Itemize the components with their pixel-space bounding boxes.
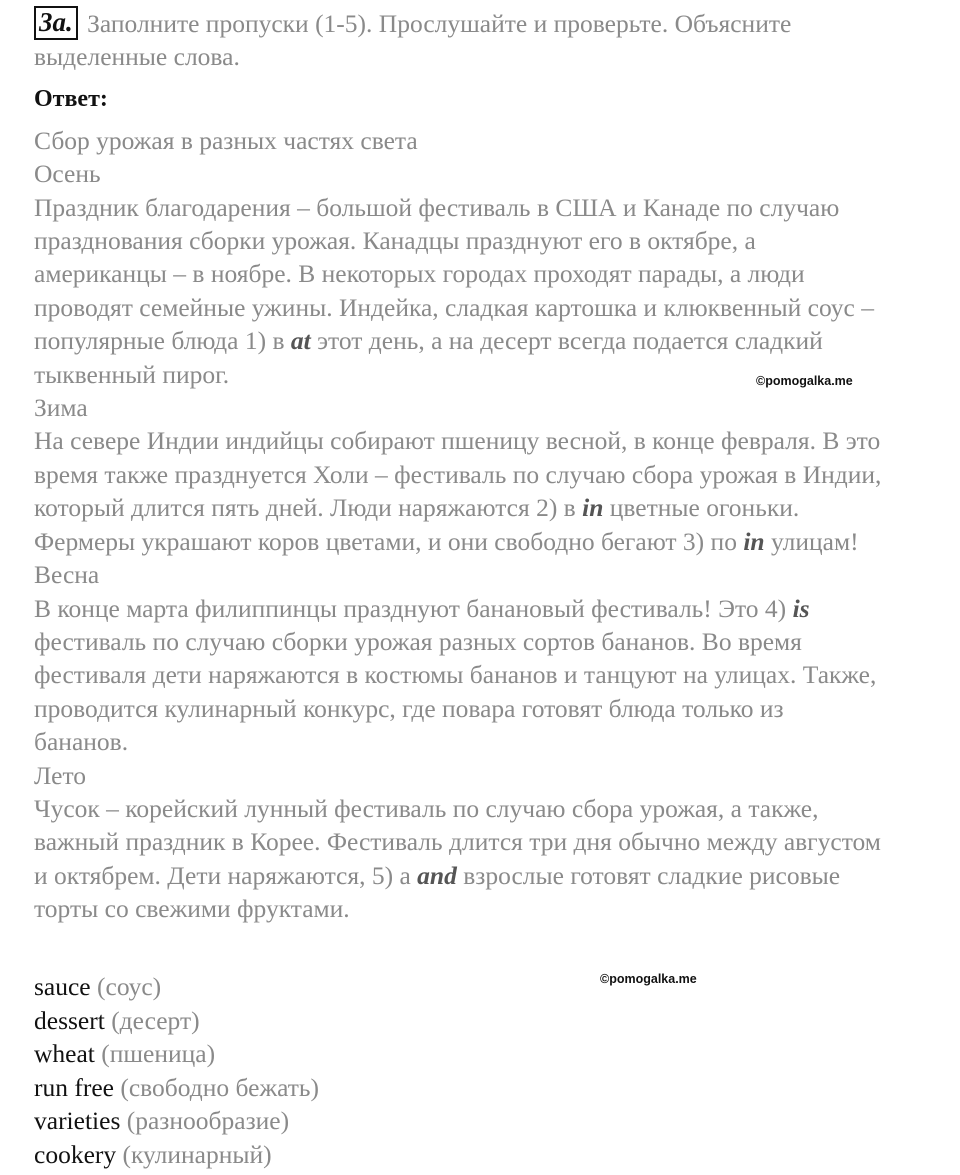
vocab-item [34,970,319,1004]
paragraph-line: торты со свежими фруктами. [34,894,350,924]
paragraph-line [34,859,934,892]
text-fragment: цветные огоньки. [603,493,800,523]
vocab-word: run free [34,1072,114,1102]
text-fragment: В конце марта филиппинцы празднуют банановый фестиваль! Это 4) [34,593,793,623]
paragraph-line [34,491,934,524]
instruction-text: Заполните пропуски (1-5). Прослушайте и проверьте. Объясните [87,9,792,38]
paragraph-line [34,525,934,558]
vocab-item [34,1004,319,1038]
task-instruction [34,6,934,40]
vocab-item [34,1138,319,1172]
paragraph-line [34,324,934,357]
paragraph-line: тыквенный пирог. [34,359,230,389]
vocab-item [34,1037,319,1071]
section-heading-winter: Зима [34,393,88,423]
vocab-word: varieties [34,1106,121,1136]
vocab-item [34,1104,319,1138]
gap-answer-5: and [417,860,457,890]
vocab-translation: (соус) [97,972,162,1001]
text-fragment: и октябрем. Дети наряжаются, 5) а [34,860,418,890]
vocab-word: wheat [34,1039,95,1069]
vocab-word: dessert [34,1005,105,1035]
paragraph-line: празднования сборки урожая. Канадцы празднуют его в октябре, а [34,226,756,256]
section-heading-summer: Лето [34,760,86,790]
text-fragment: популярные блюда 1) в [34,326,291,356]
watermark: ©pomogalka.me [756,374,853,388]
text-fragment: этот день, а на десерт всегда подается сладкий [310,326,823,356]
paragraph-line: проводят семейные ужины. Индейка, сладкая картошка и клюквенный соус – [34,292,874,322]
paragraph-line: фестиваля дети наряжаются в костюмы бананов и танцуют на улицах. Также, [34,660,877,690]
paragraph-line: На севере Индии индийцы собирают пшеницу весной, в конце февраля. В это [34,426,881,456]
exercise-page [34,6,934,926]
paragraph-line: время также празднуется Холи – фестиваль по случаю сбора урожая в Индии, [34,459,882,489]
vocab-translation: (пшеница) [101,1039,216,1069]
gap-answer-2: in [582,493,604,523]
paragraph-line: фестиваль по случаю сборки урожая разных сортов бананов. Во время [34,626,802,656]
vocab-word: cookery [34,1139,117,1169]
vocab-item [34,1071,319,1105]
gap-answer-4: is [792,593,810,623]
answer-label: Ответ: [34,85,108,112]
text-title: Сбор урожая в разных частях света [34,125,418,155]
paragraph-line: важный праздник в Корее. Фестиваль длится три дня обычно между августом [34,827,881,857]
instruction-text-cont: выделенные слова. [34,42,240,72]
paragraph-line: Праздник благодарения – большой фестиваль в США и Канаде по случаю [34,192,840,222]
task-number: 3a. [34,6,78,40]
text-fragment: взрослые готовят сладкие рисовые [456,860,841,890]
gap-answer-3: in [743,526,765,556]
vocab-translation: (кулинарный) [122,1139,272,1169]
vocab-translation: (свободно бежать) [120,1072,320,1102]
paragraph-line: Чусок – корейский лунный фестиваль по случаю сбора урожая, а также, [34,793,819,823]
section-heading-spring: Весна [34,560,100,590]
text-fragment: Фермеры украшают коров цветами, и они свободно бегают 3) по [34,526,744,556]
paragraph-line: американцы – в ноябре. В некоторых городах проходят парады, а люди [34,259,805,289]
text-fragment: который длится пять дней. Люди наряжаются 2) в [34,493,583,523]
watermark: ©pomogalka.me [600,972,697,986]
section-heading-autumn: Осень [34,159,101,189]
paragraph-line: проводится кулинарный конкурс, где повара готовят блюда только из [34,693,784,723]
paragraph-line: бананов. [34,727,129,757]
gap-answer-1: at [290,326,311,356]
vocabulary-list [34,970,319,1172]
vocab-translation: (разнообразие) [126,1106,290,1136]
answer-text [34,124,934,926]
vocab-translation: (десерт) [111,1005,200,1035]
paragraph-line [34,592,934,625]
text-fragment: улицам! [764,526,859,556]
vocab-word: sauce [34,972,91,1001]
